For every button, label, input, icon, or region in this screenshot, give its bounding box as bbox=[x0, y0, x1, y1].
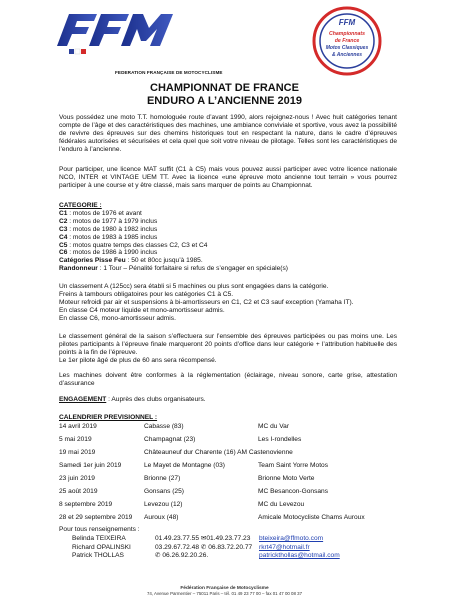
category-code: C3 bbox=[59, 225, 68, 233]
calendar-date: 14 avril 2019 bbox=[59, 423, 97, 430]
calendar-row bbox=[59, 448, 399, 457]
category-desc: : motos quatre temps des classes C2, C3 et C4 bbox=[67, 241, 208, 249]
category-code: Randonneur bbox=[59, 265, 98, 273]
footer-org: Fédération Française de Motocyclisme bbox=[180, 586, 269, 591]
intro-paragraph bbox=[59, 114, 397, 154]
footer-address: 74, Avenue Parmentier – 75011 Paris – tél. 01 49 23 77 00 – fax 01 47 00 08 37 bbox=[146, 591, 303, 596]
contact-name: Richard OPALINSKI bbox=[72, 543, 131, 551]
calendar-row bbox=[59, 435, 399, 444]
calendar-row bbox=[59, 500, 399, 509]
calendar-place: Levezou (12) bbox=[144, 501, 183, 508]
participation-paragraph bbox=[59, 166, 397, 190]
calendar-date: Samedi 1er juin 2019 bbox=[59, 462, 122, 469]
contact-row bbox=[59, 552, 379, 561]
rule-line: En classe C6, mono-amortisseur admis. bbox=[59, 314, 176, 322]
calendar-place: Châteauneuf dur Charente (16) AM Castenovienne bbox=[144, 449, 293, 456]
category-item bbox=[59, 265, 397, 273]
category-desc: : 50 et 80cc jusqu’à 1985. bbox=[125, 257, 203, 265]
ffm-logo bbox=[55, 8, 223, 76]
calendar-row bbox=[59, 487, 399, 496]
engagement-label: ENGAGEMENT bbox=[59, 396, 107, 403]
svg-text:Championnats: Championnats bbox=[328, 31, 366, 37]
rule-line: Freins à tambours obligatoires pour les catégories C1 à C5. bbox=[59, 290, 234, 298]
rule-line: En classe C4 moteur liquide et mono-amortisseur admis. bbox=[59, 306, 225, 314]
category-code: C6 bbox=[59, 249, 68, 257]
svg-text:de France: de France bbox=[334, 38, 360, 44]
contact-row bbox=[59, 535, 379, 544]
contact-name: Belinda TEIXEIRA bbox=[72, 534, 126, 542]
contact-phone: 01.49.23.77.55 ✉01.49.23.77.23 bbox=[155, 534, 251, 542]
calendar-row bbox=[59, 513, 399, 522]
ranking-text: Le classement général de la saison s’effectuera sur l’ensemble des épreuves participées ou pas moins une. Les pilotes participants à l’épreuve finale marqueront 20 points d’office dans leur catégorie + l’attribution habituelle des points à la fin de l’épreuve. bbox=[59, 333, 397, 356]
calendar-row bbox=[59, 474, 399, 483]
calendar-row bbox=[59, 422, 399, 431]
ranking-paragraph bbox=[59, 333, 397, 365]
category-item bbox=[59, 257, 397, 265]
contact-email-link[interactable]: rkrt47@hotmail.fr bbox=[259, 543, 310, 551]
category-desc: : 1 Tour – Pénalité forfaitaire si refus de s’engager en spéciale(s) bbox=[97, 265, 288, 273]
svg-text:Motos Classiques: Motos Classiques bbox=[325, 45, 369, 51]
calendar-club: MC Besancon-Gonsans bbox=[258, 488, 329, 495]
page-title: CHAMPIONNAT DE FRANCE bbox=[150, 82, 299, 94]
calendar-row bbox=[59, 461, 399, 470]
calendar-date: 19 mai 2019 bbox=[59, 449, 96, 456]
svg-text:FFM: FFM bbox=[338, 18, 356, 27]
contact-email-link[interactable]: patrickthollas@hotmail.com bbox=[259, 552, 340, 560]
category-item bbox=[59, 234, 397, 242]
category-code: C1 bbox=[59, 209, 68, 217]
categories-heading: CATEGORIE : bbox=[59, 202, 102, 209]
contact-name: Patrick THOLLAS bbox=[72, 552, 124, 560]
calendar-club: Team Saint Yorre Motos bbox=[258, 462, 329, 469]
machines-text: Les machines doivent être conformes à la réglementation (éclairage, niveau sonore, carte grise, attestation d’assurance bbox=[59, 372, 397, 387]
ranking-last-line: Le 1er pilote âgé de plus de 60 ans sera récompensé. bbox=[59, 356, 217, 364]
category-desc: : motos de 1980 à 1982 inclus bbox=[67, 225, 158, 233]
contacts-heading: Pour tous renseignements : bbox=[59, 526, 140, 533]
calendar-club: Les I-rondelles bbox=[258, 436, 302, 443]
calendar-place: Auroux (48) bbox=[144, 514, 179, 521]
category-code: Catégories Pisse Feu bbox=[59, 257, 126, 265]
category-desc: : motos de 1977 à 1979 inclus bbox=[67, 217, 158, 225]
calendar-place: Cabasse (83) bbox=[144, 423, 184, 430]
rule-line: Un classement A (125cc) sera établi si 5 machines ou plus sont engagées dans la catégorie. bbox=[59, 283, 329, 290]
category-item bbox=[59, 218, 397, 226]
intro-text: Vous possédez une moto T.T. homologuée route d’avant 1990, alors rejoignez-nous ! Avec huit catégories tenant compte de l’âge et des caractéristiques des machines, une ambiance conviviale et sportive, vous avez la possibilité de revivre des épreuves sur des chemins historiques tout en respectant la nature, dans le cadre d’épreuves fédérales autorisées et sécurisées et cela quel que soit votre niveau de pilotage. Telles sont les caractéristiques de l’enduro à l’ancienne. bbox=[59, 114, 397, 153]
category-item bbox=[59, 226, 397, 234]
rule-line: Moteur refroidi par air et suspensions à bi-amortisseurs en C1, C2 et C3 sauf exception (Yamaha IT). bbox=[59, 298, 354, 306]
categories-section bbox=[59, 202, 397, 273]
category-item bbox=[59, 210, 397, 218]
contacts-section bbox=[59, 526, 379, 561]
championship-logo bbox=[308, 6, 386, 76]
category-code: C2 bbox=[59, 217, 68, 225]
calendar-place: Le Mayet de Montagne (03) bbox=[144, 462, 226, 469]
calendar-date: 28 et 29 septembre 2019 bbox=[59, 514, 133, 521]
championship-badge-icon bbox=[308, 6, 386, 76]
ffm-caption: FEDERATION FRANÇAISE DE MOTOCYCLISME bbox=[115, 70, 223, 75]
calendar-date: 5 mai 2019 bbox=[59, 436, 92, 443]
engagement-text: : Auprès des clubs organisateurs. bbox=[106, 396, 206, 403]
calendar-club: MC du Levezou bbox=[258, 501, 305, 508]
category-code: C5 bbox=[59, 241, 68, 249]
svg-text:& Anciennes: & Anciennes bbox=[331, 52, 363, 58]
category-code: C4 bbox=[59, 233, 68, 241]
calendar-heading: CALENDRIER PREVISIONNEL : bbox=[59, 414, 158, 421]
page-subtitle: ENDURO A L’ANCIENNE 2019 bbox=[146, 95, 303, 107]
category-desc: : motos de 1976 et avant bbox=[67, 209, 142, 217]
engagement-line bbox=[59, 396, 397, 404]
calendar-club: Amicale Motocycliste Chams Auroux bbox=[258, 514, 365, 521]
contact-phone: ✆ 06.26.92.20.26. bbox=[155, 552, 209, 560]
contact-phone: 03.29.67.72.48 ✆ 06.83.72.20.77 bbox=[155, 543, 253, 551]
calendar-club: MC du Var bbox=[258, 423, 290, 430]
calendar-date: 8 septembre 2019 bbox=[59, 501, 113, 508]
contact-row bbox=[59, 544, 379, 553]
ffm-logo-mark-icon bbox=[55, 8, 185, 63]
calendar-place: Brionne (27) bbox=[144, 475, 181, 482]
contact-email-link[interactable]: bteixeira@ffmoto.com bbox=[259, 534, 324, 542]
calendar-date: 23 juin 2019 bbox=[59, 475, 95, 482]
calendar-place: Gonsans (25) bbox=[144, 488, 184, 495]
category-desc: : motos de 1983 à 1985 inclus bbox=[67, 233, 158, 241]
category-desc: : motos de 1986 à 1990 inclus bbox=[67, 249, 158, 257]
calendar-club: Brionne Moto Verte bbox=[258, 475, 315, 482]
calendar-date: 25 août 2019 bbox=[59, 488, 98, 495]
participation-text: Pour participer, une licence MAT suffit (C1 à C5) mais vous pouvez aussi participer avec votre licence nationale NCO, INTER et VINTAGE UEM TT. Avec la licence «une épreuve moto ancienne tout terrain » vous pourrez participer à une course et y être classé, mais sans marquer de points au Championnat. bbox=[59, 166, 397, 189]
rules-section bbox=[59, 283, 397, 323]
machines-paragraph bbox=[59, 372, 397, 388]
category-item bbox=[59, 249, 397, 257]
calendar-heading-wrap bbox=[59, 414, 397, 422]
calendar-place: Champagnat (23) bbox=[144, 436, 196, 443]
category-item bbox=[59, 242, 397, 250]
